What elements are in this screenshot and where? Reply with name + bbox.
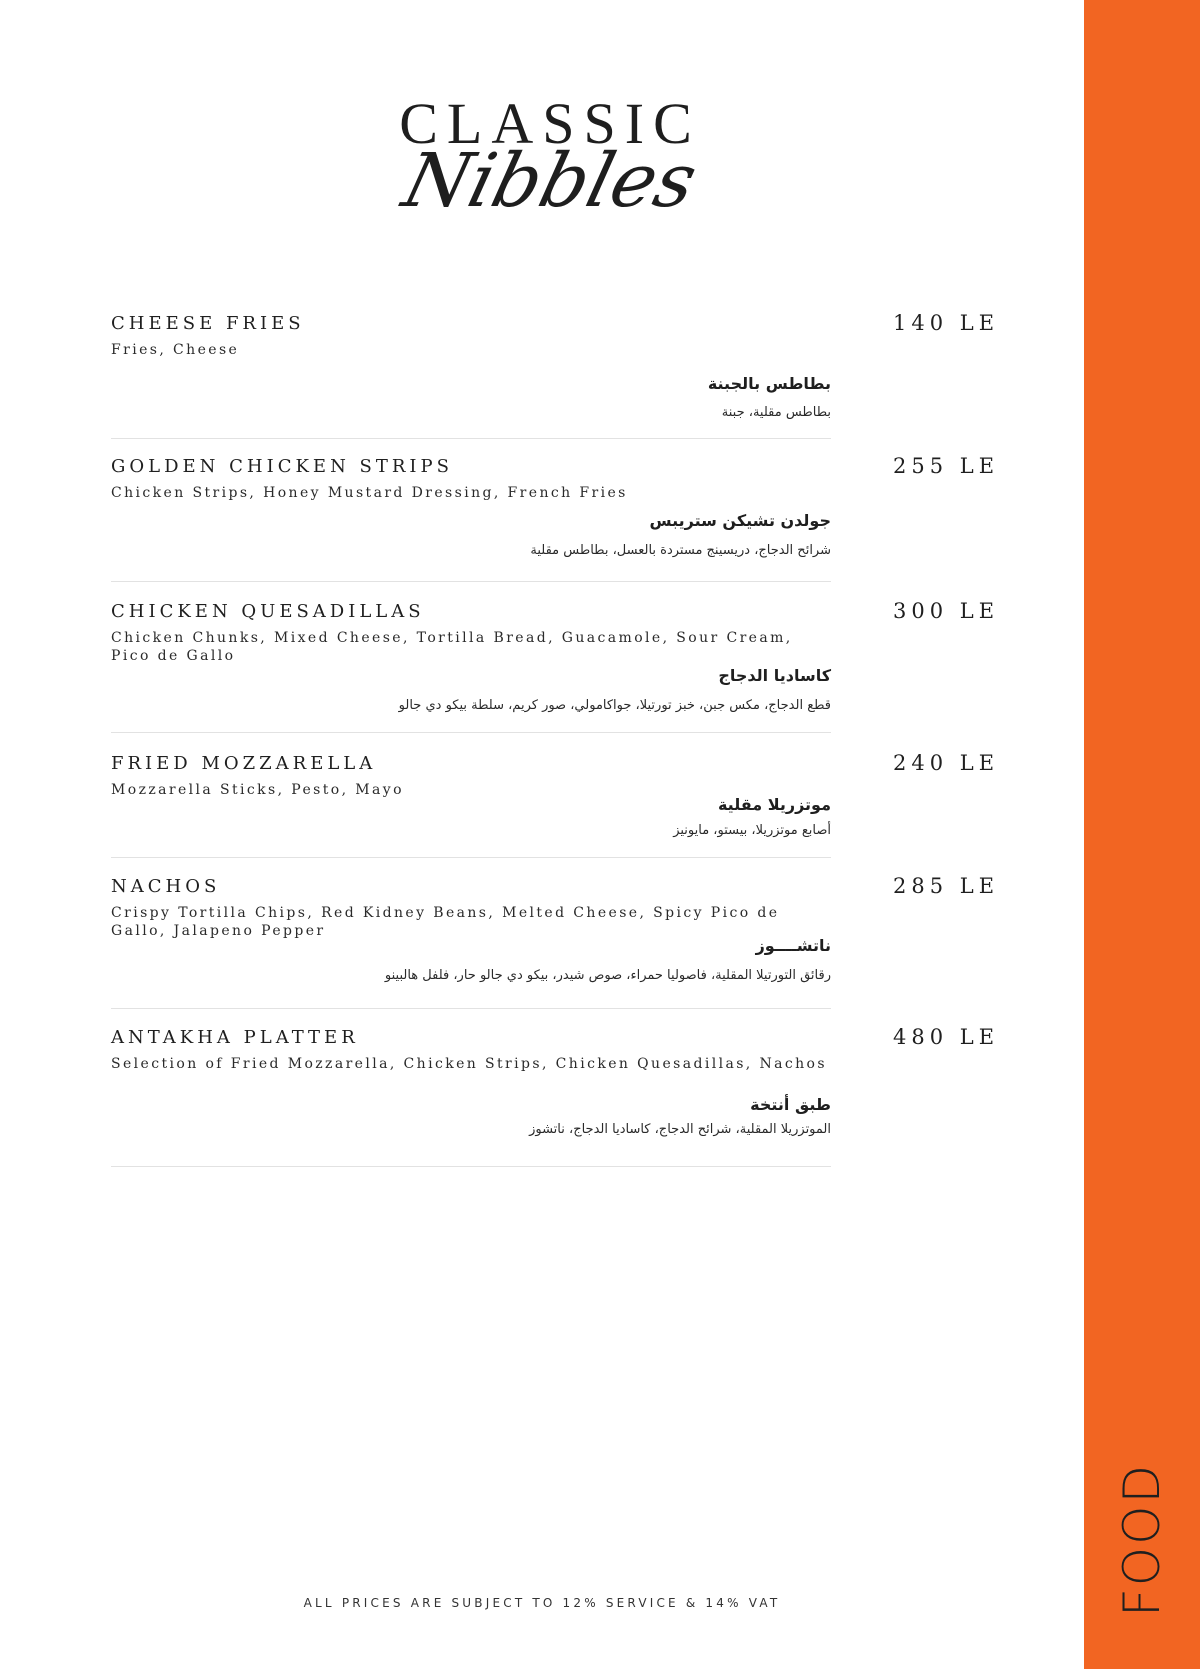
item-description: Chicken Strips, Honey Mustard Dressing, French Fries: [111, 485, 628, 501]
item-arabic-name: كاساديا الدجاج: [718, 666, 831, 685]
item-divider: [111, 581, 831, 582]
item-arabic-description: قطع الدجاج، مكس جبن، خبز تورتيلا، جواكامولي، صور كريم، سلطة بيكو دي جالو: [398, 698, 831, 713]
title-nibbles-script: Nibbles: [394, 138, 706, 224]
item-price: 240 LE: [893, 751, 1000, 775]
item-name: CHEESE FRIES: [111, 313, 305, 334]
item-arabic-description: الموتزريلا المقلية، شرائح الدجاج، كاساديا الدجاج، ناتشوز: [529, 1122, 831, 1137]
item-price: 255 LE: [893, 454, 1000, 478]
item-description: Crispy Tortilla Chips, Red Kidney Beans, Melted Cheese, Spicy Pico de Gallo, Jalapeno Pepper: [111, 905, 780, 939]
item-name: CHICKEN QUESADILLAS: [111, 601, 425, 622]
item-name: ANTAKHA PLATTER: [111, 1027, 359, 1048]
item-name: GOLDEN CHICKEN STRIPS: [111, 456, 453, 477]
item-divider: [111, 857, 831, 858]
item-price: 140 LE: [893, 311, 1000, 335]
item-price: 300 LE: [893, 599, 1000, 623]
item-divider: [111, 438, 831, 439]
menu-title: [380, 90, 720, 230]
item-name: NACHOS: [111, 876, 221, 897]
item-description: Selection of Fried Mozzarella, Chicken Strips, Chicken Quesadillas, Nachos: [111, 1056, 827, 1072]
item-description: Fries, Cheese: [111, 342, 240, 358]
category-label: FOOD: [1113, 1463, 1171, 1617]
item-description: Mozzarella Sticks, Pesto, Mayo: [111, 782, 404, 798]
item-arabic-description: أصابع موتزريلا، بيستو، مايونيز: [673, 823, 831, 838]
item-arabic-name: طبق أنتخة: [750, 1095, 831, 1114]
item-arabic-name: بطاطس بالجبنة: [707, 374, 831, 393]
item-divider: [111, 1008, 831, 1009]
category-sidebar: [1084, 0, 1200, 1669]
item-arabic-description: شرائح الدجاج، دريسينج مستردة بالعسل، بطاطس مقلية: [530, 543, 831, 558]
item-arabic-name: موتزريلا مقلية: [717, 795, 831, 814]
item-arabic-description: بطاطس مقلية، جبنة: [721, 405, 831, 420]
item-divider: [111, 732, 831, 733]
item-arabic-name: جولدن تشيكن ستريبس: [649, 511, 831, 530]
item-name: FRIED MOZZARELLA: [111, 753, 377, 774]
item-price: 285 LE: [893, 874, 1000, 898]
footer-note: ALL PRICES ARE SUBJECT TO 12% SERVICE & 14% VAT: [303, 1596, 781, 1610]
item-arabic-description: رقائق التورتيلا المقلية، فاصوليا حمراء، صوص شيدر، بيكو دي جالو حار، فلفل هالبينو: [384, 968, 831, 983]
item-price: 480 LE: [893, 1025, 1000, 1049]
item-divider: [111, 1166, 831, 1167]
item-arabic-name: ناتشــــوز: [755, 936, 831, 955]
item-description: Chicken Chunks, Mixed Cheese, Tortilla Bread, Guacamole, Sour Cream, Pico de Gallo: [111, 630, 793, 664]
title-classic: CLASSIC: [399, 91, 701, 156]
